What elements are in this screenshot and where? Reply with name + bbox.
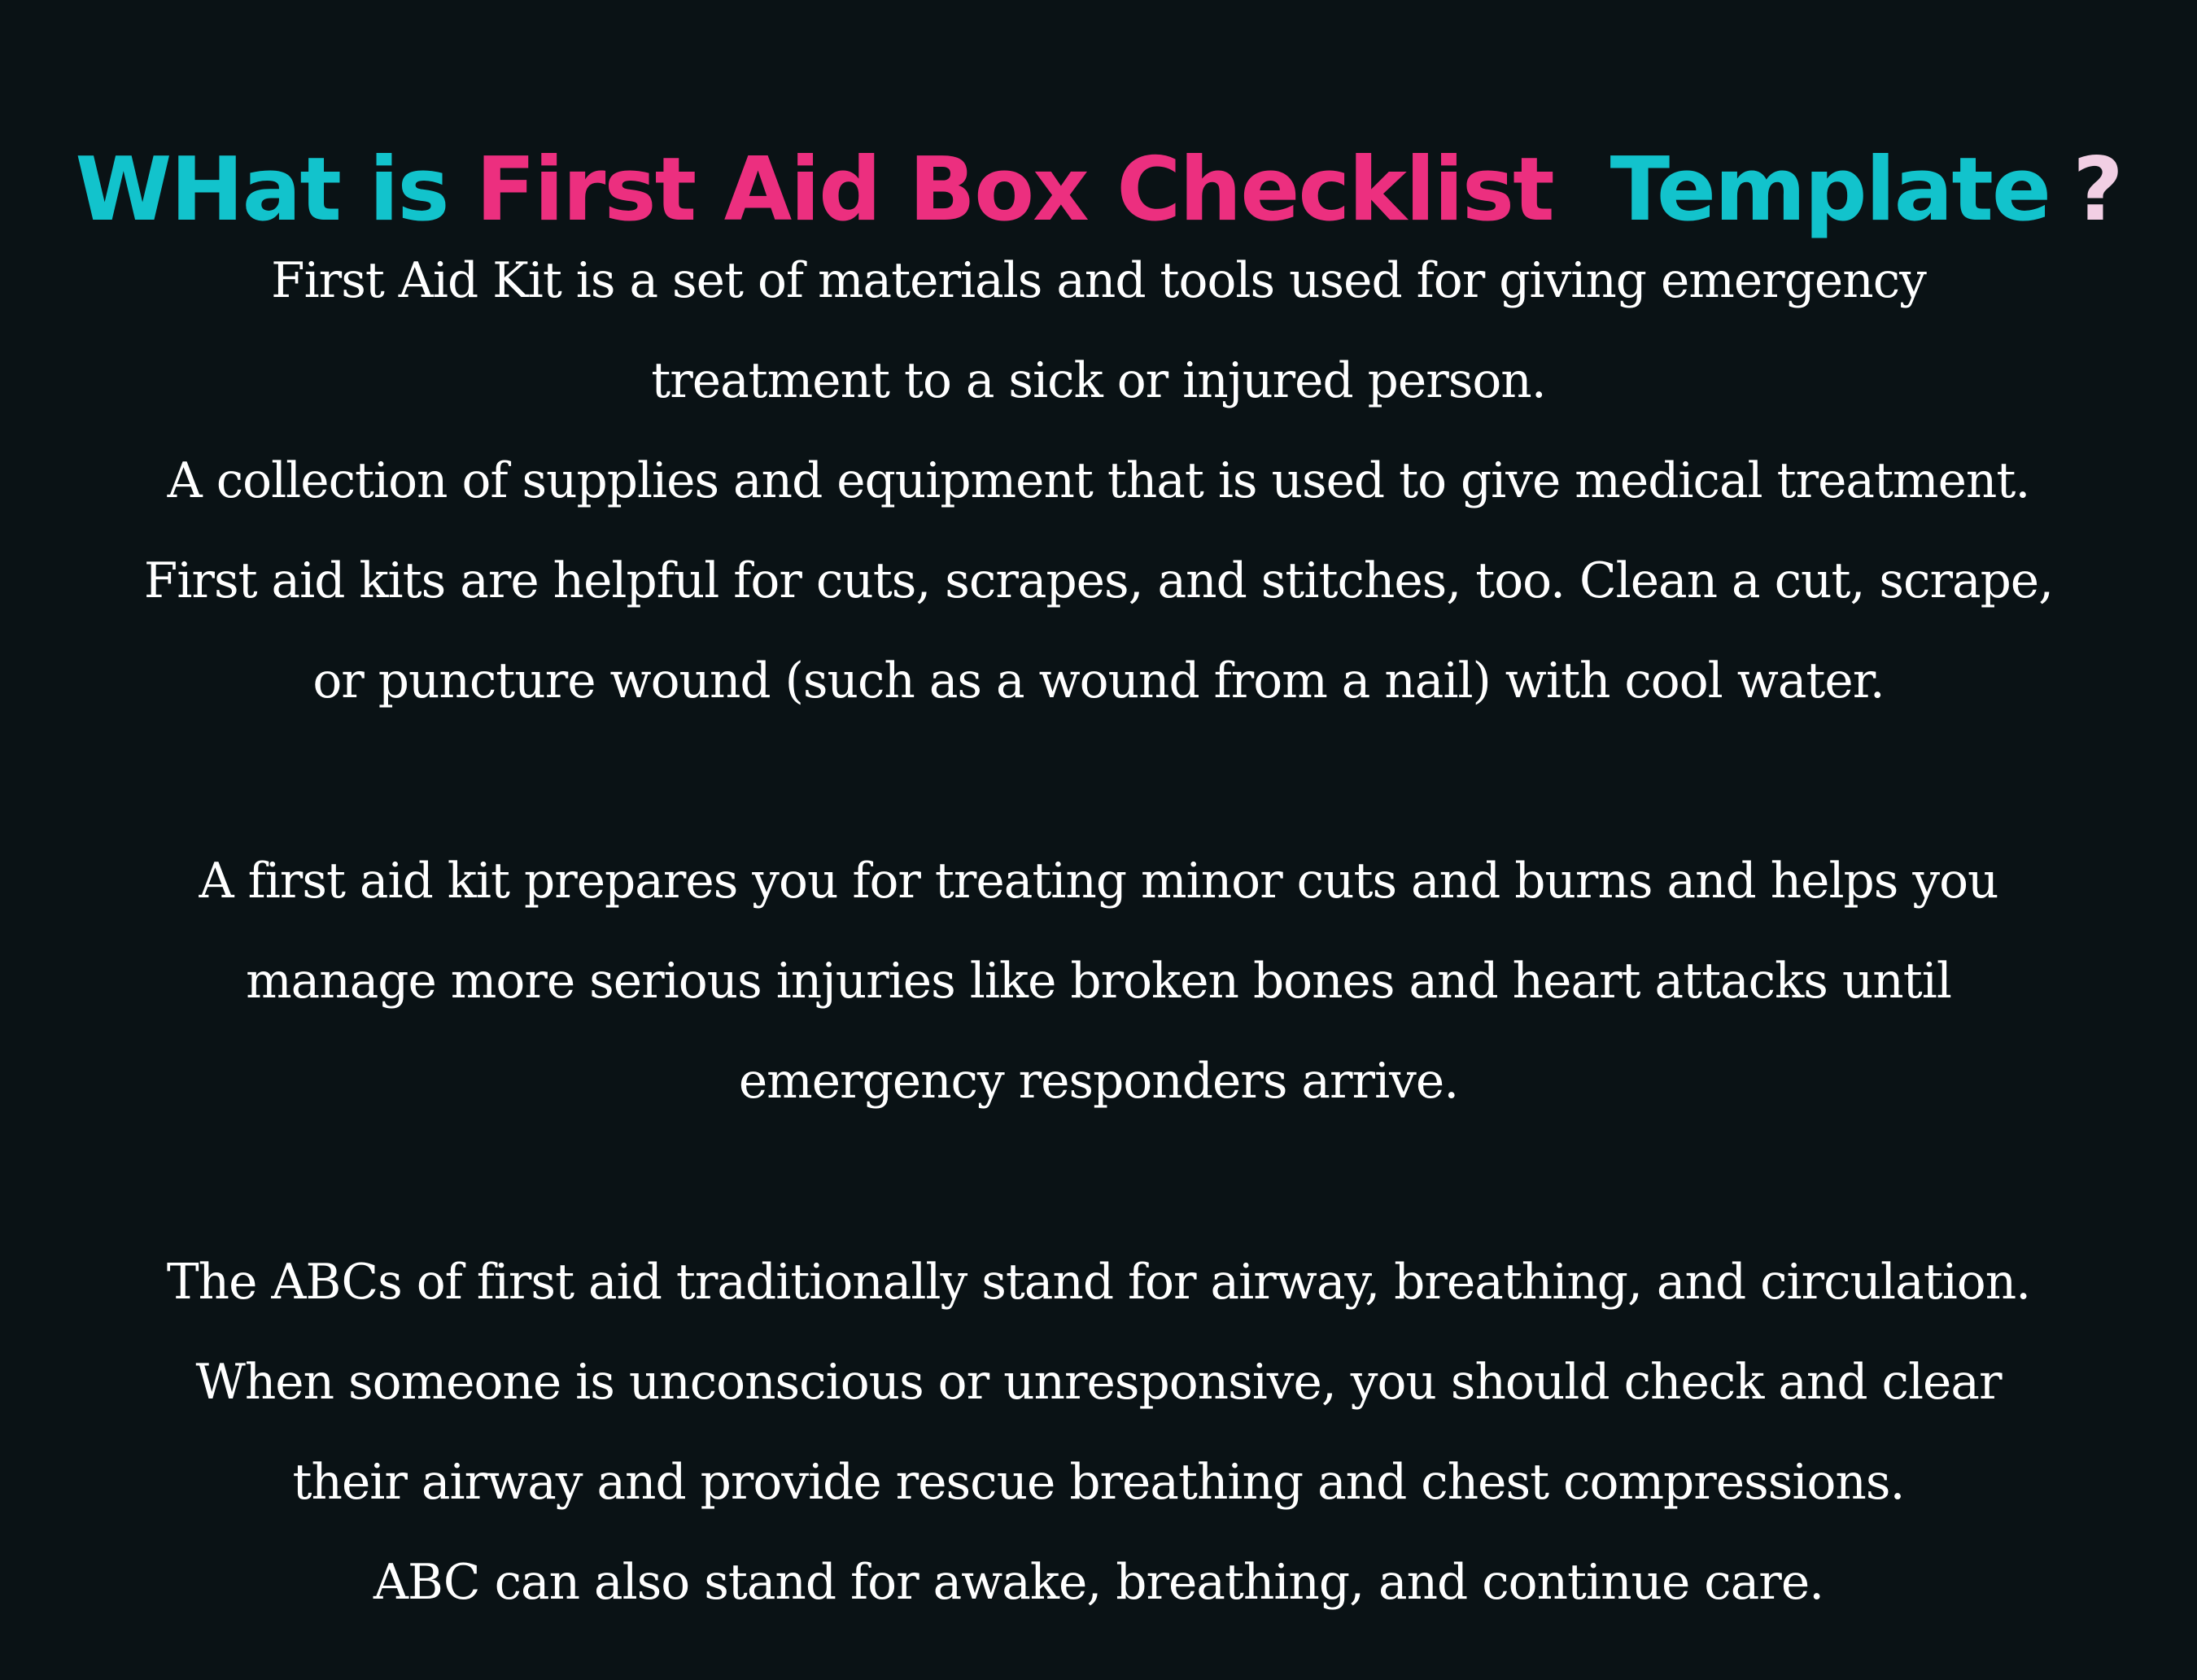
text-line: The ABCs of first aid traditionally stand for airway, breathing, and circulation. (166, 1255, 2031, 1311)
title-template: Template (1610, 139, 2051, 242)
text-line: or puncture wound (such as a wound from a nail) with cool water. (312, 653, 1885, 709)
title-topic: First Aid Box Checklist (475, 139, 1553, 242)
text-line: First Aid Kit is a set of materials and tools used for giving emergency (271, 253, 1926, 309)
text-line: their airway and provide rescue breathing and chest compressions. (292, 1455, 1905, 1511)
text-line: treatment to a sick or injured person. (651, 353, 1546, 409)
text-line: ABC can also stand for awake, breathing, and continue care. (373, 1555, 1824, 1611)
text-line: First aid kits are helpful for cuts, scrapes, and stitches, too. Clean a cut, scrape, (143, 553, 2054, 609)
text-line: When someone is unconscious or unresponsive, you should check and clear (195, 1355, 2002, 1411)
title-what-is: WHat is (75, 139, 448, 242)
paragraph-preparation (0, 831, 2197, 1132)
paragraph-definition (0, 231, 2197, 731)
text-line: A collection of supplies and equipment that is used to give medical treatment. (167, 453, 2030, 509)
title-question-mark: ? (2073, 139, 2122, 242)
text-line: A first aid kit prepares you for treating minor cuts and burns and helps you (199, 853, 1998, 910)
paragraph-abcs (0, 1233, 2197, 1633)
text-line: emergency responders arrive. (738, 1054, 1459, 1110)
text-line: manage more serious injuries like broken bones and heart attacks until (246, 953, 1951, 1010)
